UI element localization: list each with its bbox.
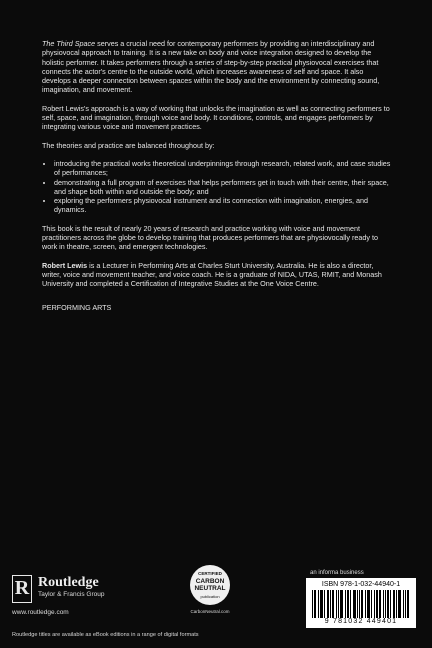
barcode-bar (336, 590, 337, 618)
author-bio (42, 261, 394, 289)
barcode-bar (341, 590, 342, 618)
category-label: PERFORMING ARTS (42, 302, 112, 312)
barcode-bar (338, 590, 339, 618)
barcode-bar (379, 590, 380, 618)
barcode-bar (314, 590, 315, 618)
ebook-footer: Routledge titles are available as eBook editions in a range of digital formats (12, 632, 199, 638)
barcode-bar (328, 590, 329, 618)
barcode-bar (368, 590, 369, 618)
barcode-bar (361, 590, 362, 618)
publisher-url: www.routledge.com (12, 609, 69, 616)
intro-paragraph (42, 39, 394, 95)
barcode-bar (374, 590, 375, 618)
publisher-name: Routledge (38, 575, 99, 590)
barcode-bar (394, 590, 395, 618)
author-bio-text: is a Lecturer in Performing Arts at Charles Sturt University, Australia. He is also a director, writer, voice and movement teacher, and voice coach. He is a graduate of NIDA, UTAS, RMIT, and Monash University and completed a Certification of Integrative Studies at the One Voice Centre. (42, 260, 382, 289)
barcode-bar (405, 590, 406, 618)
barcode-bar (387, 590, 388, 618)
barcode-digits: 9 781032 449401 (324, 618, 398, 625)
barcode-bar (390, 590, 391, 618)
barcode-bar (318, 590, 319, 618)
barcode-bar (330, 590, 331, 618)
barcode-bar (362, 590, 363, 618)
carbon-bottom-text: publication (200, 594, 220, 599)
barcode-bar (345, 590, 346, 618)
barcode-bar (315, 590, 316, 618)
barcode-bar (327, 590, 328, 618)
barcode-bar (348, 590, 349, 618)
publisher-block (12, 573, 172, 616)
barcode-bar (408, 590, 409, 618)
barcode-bar (399, 590, 400, 618)
carbon-neutral-badge-icon (190, 565, 230, 605)
list-item: • demonstrating a full program of exercises that helps performers get in touch with their centre, their space, and shape both within and outside the body; and (54, 178, 394, 197)
barcode-bar (353, 590, 354, 618)
barcode-box (306, 578, 416, 628)
list-item: • exploring the performers physiovocal instrument and its connection with imagination, energies, and dynamics. (54, 196, 394, 215)
barcode-bar (355, 590, 356, 618)
carbon-line2: NEUTRAL (194, 584, 226, 592)
barcode-bar (312, 590, 313, 618)
barcode-bar (396, 590, 397, 618)
barcode-bar (324, 590, 325, 618)
isbn-text: ISBN 978-1-032-44940-1 (321, 581, 401, 588)
balance-paragraph: The theories and practice are balanced throughout by: (42, 140, 215, 150)
barcode-bar (333, 590, 334, 618)
barcode-bar (400, 590, 401, 618)
barcode-bar (354, 590, 355, 618)
barcode-bar (350, 590, 351, 618)
barcode-bar (367, 590, 368, 618)
barcode-bar (403, 590, 404, 618)
barcode-bar (393, 590, 394, 618)
barcode-bar (377, 590, 378, 618)
barcode-bar (357, 590, 358, 618)
carbon-line1: CARBON (195, 578, 225, 585)
approach-paragraph: Robert Lewis's approach is a way of working that unlocks the imagination as well as connecting performers to self, space, and imagination, through voice and body. It conditions, controls, and engages performers by integrating various voice and movement practices. (42, 103, 390, 132)
barcode-bar (320, 590, 321, 618)
barcode-bar (385, 590, 386, 618)
barcode-bar (359, 590, 360, 618)
informa-label: an informa business (310, 570, 364, 576)
blurb (42, 39, 394, 321)
feature-list (42, 159, 394, 215)
barcode-bar (347, 590, 348, 618)
carbon-url: CarbonNeutral.com (190, 609, 230, 614)
carbon-top-text: CERTIFIED (198, 571, 222, 576)
barcode-bar (321, 590, 322, 618)
barcode-bar (407, 590, 408, 618)
barcode-bar (383, 590, 384, 618)
author-name: Robert Lewis (42, 260, 88, 270)
intro-text: serves a crucial need for contemporary performers by providing an interdisciplinary and physiovocal approach to training. It is a new take on body and voice integration designed to develop the holistic performer. It takes performers through a series of step-by-step practical physiovocal exercises that connects the actor's centre to the outside world, which increases awareness of self and space. It also develops a deeper connection between spaces within the body and the environment by connecting sound, imagination, and movement. (42, 39, 380, 95)
book-title: The Third Space (42, 39, 96, 48)
barcode-bar (376, 590, 377, 618)
barcode-bar (398, 590, 399, 618)
routledge-logo-icon: R (12, 575, 32, 603)
barcode-bar (322, 590, 323, 618)
barcode-bar (342, 590, 343, 618)
barcode-bar (380, 590, 381, 618)
publisher-group: Taylor & Francis Group (38, 591, 105, 598)
carbon-main-text (190, 579, 230, 592)
barcode-bar (388, 590, 389, 618)
barcode-bar (369, 590, 370, 618)
barcode-icon (312, 590, 410, 618)
carbon-neutral-block (184, 565, 236, 625)
list-item: • introducing the practical works theoretical underpinnings through research, related work, and case studies of performances; (54, 159, 394, 178)
barcode-bar (371, 590, 372, 618)
barcode-bar (332, 590, 333, 618)
barcode-bar (365, 590, 366, 618)
result-paragraph: This book is the result of nearly 20 years of research and practice working with voice and movement practitioners across the globe to develop training that produces performers that are physiovocally ready to work in theatre, screen, and emergent technologies. (42, 223, 378, 252)
barcode-bar (340, 590, 341, 618)
